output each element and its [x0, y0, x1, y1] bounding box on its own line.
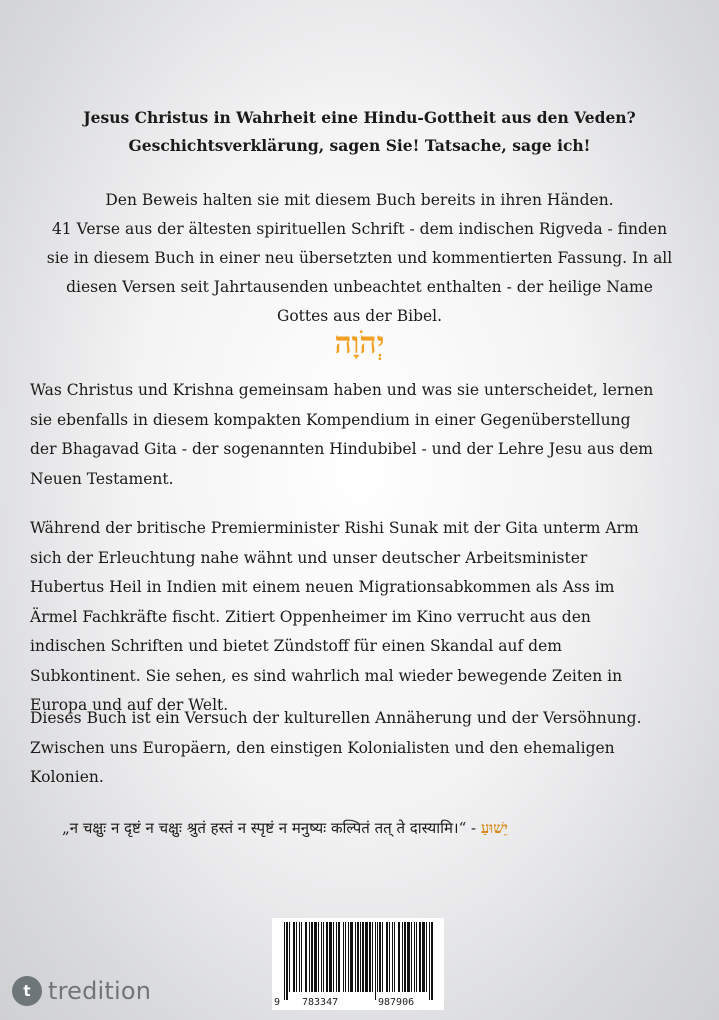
- barcode-bar: [299, 922, 300, 992]
- intro-heading: [40, 104, 679, 160]
- paragraph-line: der Bhagavad Gita - der sogenannten Hindubibel - und der Lehre Jesu aus dem: [30, 440, 654, 458]
- paragraph-line: Ärmel Fachkräfte fischt. Zitiert Oppenheimer im Kino verrucht aus den: [30, 607, 591, 626]
- barcode-bar: [402, 922, 403, 992]
- barcode-bar: [419, 922, 421, 992]
- barcode-bar: [286, 922, 288, 1000]
- paragraph-line: Neuen Testament.: [30, 469, 174, 488]
- barcode-bar: [323, 922, 324, 992]
- proof-paragraph: [20, 186, 699, 331]
- barcode-bar: [289, 922, 290, 992]
- barcode-bar: [426, 922, 427, 992]
- paragraph-line: Kolonien.: [30, 768, 104, 786]
- barcode-bar: [284, 922, 285, 1000]
- proof-line: Gottes aus der Bibel.: [276, 307, 443, 325]
- barcode-bar: [414, 922, 415, 992]
- quote-author: יֵשׁוּעַ: [480, 819, 508, 837]
- paragraph-line: indischen Schriften und bietet Zündstoff für einen Skandal auf dem: [30, 637, 562, 655]
- barcode-bar: [326, 922, 328, 992]
- barcode-bar: [429, 922, 430, 1000]
- barcode-bar: [407, 922, 410, 992]
- barcode-bar: [411, 922, 412, 992]
- barcode-bar: [309, 922, 310, 992]
- barcode-bar: [394, 922, 395, 992]
- paragraph-line: Dieses Buch ist ein Versuch der kulturellen Annäherung und der Versöhnung.: [30, 709, 642, 727]
- barcode-bar: [321, 922, 322, 992]
- barcode-group-1: 783347: [302, 997, 339, 1008]
- paragraph-line: sie ebenfalls in diesem kompakten Kompendium in einer Gegenüberstellung: [30, 410, 631, 429]
- paragraph-line: Hubertus Heil in Indien mit einem neuen Migrationsabkommen als Ass im: [30, 578, 615, 596]
- barcode-bar: [369, 922, 371, 992]
- publisher-name: tredition: [48, 977, 152, 1005]
- barcode-group-2: 987906: [378, 997, 415, 1008]
- isbn-barcode: [272, 918, 444, 1010]
- barcode-bar: [355, 922, 356, 992]
- tredition-logo-icon: t: [12, 976, 42, 1006]
- barcode-bar: [314, 922, 317, 992]
- barcode-bar: [318, 922, 319, 992]
- barcode-bar: [311, 922, 313, 992]
- barcode-bar: [386, 922, 388, 992]
- barcode-bar: [422, 922, 425, 992]
- barcode-bar: [404, 922, 406, 992]
- intro-line-2: Geschichtsverklärung, sagen Sie! Tatsache, sage ich!: [128, 136, 591, 155]
- paragraph-politics: [30, 514, 700, 721]
- publisher-logo: [12, 976, 151, 1006]
- barcode-bar: [379, 922, 381, 992]
- tetragrammaton: יְהֹוָה: [334, 326, 385, 361]
- paragraph-reconciliation: [30, 704, 700, 793]
- paragraph-line: Was Christus und Krishna gemeinsam haben und was sie unterscheidet, lernen: [30, 381, 654, 399]
- proof-line: sie in diesem Buch in einer neu übersetzten und kommentierten Fassung. In all: [46, 249, 673, 267]
- barcode-bar: [375, 922, 376, 1000]
- barcode-bar: [343, 922, 344, 992]
- barcode-bar: [348, 922, 349, 992]
- paragraph-line: Während der britische Premierminister Rishi Sunak mit der Gita unterm Arm: [30, 519, 639, 537]
- barcode-bar: [389, 922, 390, 992]
- proof-line: 41 Verse aus der ältesten spirituellen Schrift - dem indischen Rigveda - finden: [51, 220, 668, 238]
- barcode-bar: [345, 922, 346, 992]
- barcode-bar: [293, 922, 295, 992]
- barcode-bar: [360, 922, 361, 992]
- paragraph-line: Subkontinent. Sie sehen, es sind wahrlich mal wieder bewegende Zeiten in: [30, 666, 623, 685]
- barcode-bar: [365, 922, 368, 992]
- barcode-bar: [336, 922, 337, 992]
- barcode-bar: [372, 922, 373, 992]
- barcode-bar: [377, 922, 378, 992]
- barcode-bar: [333, 922, 334, 992]
- barcode-bar: [329, 922, 332, 992]
- barcode-bar: [392, 922, 393, 992]
- sanskrit-quote: [62, 814, 508, 842]
- barcode-bar: [338, 922, 340, 992]
- barcode-bar: [362, 922, 364, 992]
- barcode-bar: [398, 922, 400, 992]
- paragraph-christus-krishna: [30, 376, 700, 494]
- barcode-bar: [301, 922, 302, 992]
- barcode-bars: [272, 918, 444, 1010]
- paragraph-line: sich der Erleuchtung nahe wähnt und unser deutscher Arbeitsminister: [30, 548, 588, 567]
- quote-text: „न चक्षुः न दृष्टं न चक्षुः श्रुतं हस्तं न स्पृष्टं न मनुष्यः कल्पितं तत् ते दास्यामि।“ -: [62, 819, 477, 837]
- barcode-bar: [357, 922, 359, 992]
- barcode-bar: [416, 922, 417, 992]
- paragraph-line: Zwischen uns Europäern, den einstigen Kolonialisten und den ehemaligen: [30, 738, 615, 757]
- proof-line: diesen Versen seit Jahrtausenden unbeachtet enthalten - der heilige Name: [66, 278, 653, 296]
- barcode-digit-first: 9: [274, 997, 281, 1008]
- barcode-bar: [431, 922, 433, 1000]
- barcode-bar: [305, 922, 307, 992]
- paragraph-line: Europa und auf der Welt.: [30, 696, 229, 714]
- barcode-bar: [350, 922, 353, 992]
- barcode-bar: [382, 922, 383, 992]
- proof-line: Den Beweis halten sie mit diesem Buch bereits in ihren Händen.: [105, 191, 614, 209]
- barcode-bar: [296, 922, 297, 992]
- intro-line-1: Jesus Christus in Wahrheit eine Hindu-Gottheit aus den Veden?: [83, 108, 636, 127]
